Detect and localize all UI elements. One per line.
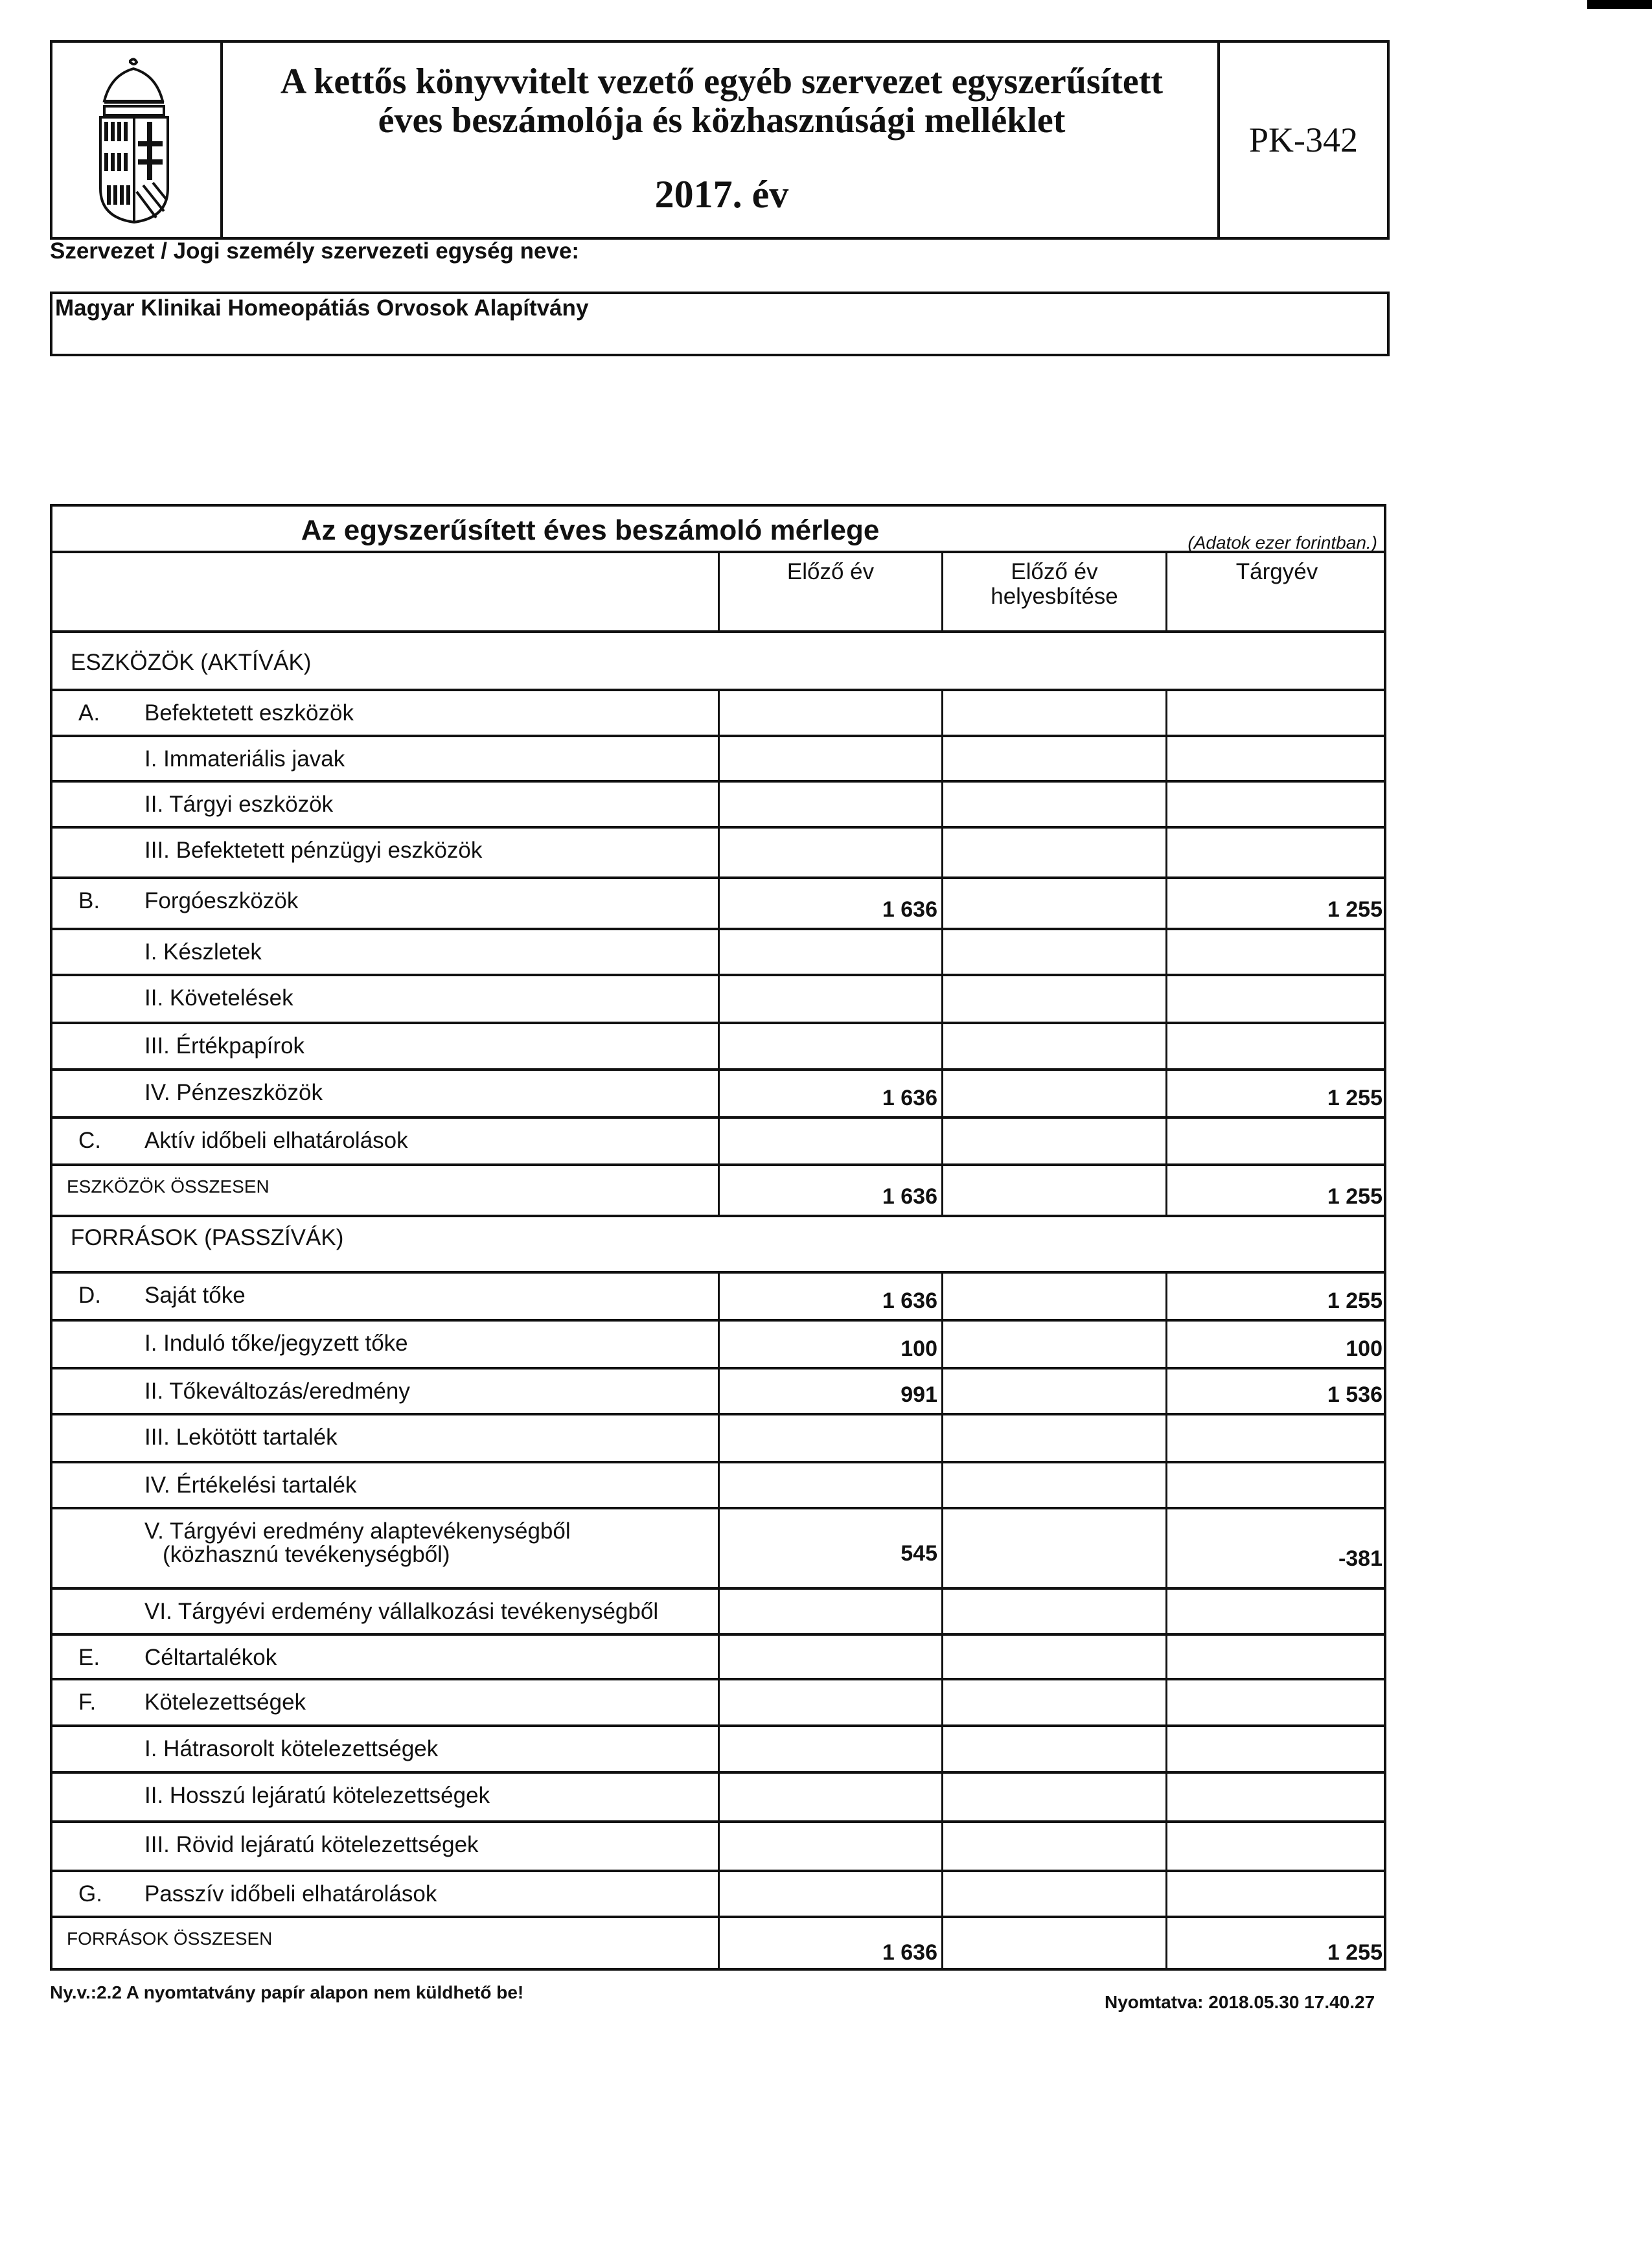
cell-prev-year-correction <box>941 1590 1165 1633</box>
table-row <box>52 1590 1384 1636</box>
table-row <box>52 1636 1384 1680</box>
cell-prev-year <box>718 1463 941 1507</box>
cell-prev-year-correction <box>941 1509 1165 1587</box>
cell-current-year: 1 255 <box>1165 1166 1386 1215</box>
cell-prev-year-correction <box>941 1636 1165 1678</box>
table-row <box>52 1415 1384 1463</box>
row-letter: C. <box>78 1128 101 1153</box>
table-row <box>52 1119 1384 1166</box>
cell-current-year: 1 255 <box>1165 879 1386 928</box>
liabilities-heading: FORRÁSOK (PASSZÍVÁK) <box>71 1225 344 1250</box>
column-header-prev-year-correction: Előző év helyesbítése <box>941 553 1165 630</box>
row-letter: A. <box>78 700 100 726</box>
hungarian-coat-of-arms-icon <box>91 56 179 224</box>
row-label: ESZKÖZÖK ÖSSZESEN <box>67 1176 270 1197</box>
cell-current-year <box>1165 1680 1386 1724</box>
table-row <box>52 737 1384 783</box>
table-title-row <box>52 507 1384 553</box>
row-label: Befektetett eszközök <box>144 700 354 726</box>
cell-prev-year <box>718 1823 941 1870</box>
cell-prev-year-correction <box>941 1463 1165 1507</box>
column-header-row <box>52 553 1384 633</box>
cell-prev-year <box>718 1415 941 1461</box>
table-row <box>52 1680 1384 1727</box>
cell-current-year <box>1165 1415 1386 1461</box>
cell-prev-year-correction <box>941 1415 1165 1461</box>
cell-prev-year <box>718 691 941 735</box>
form-title-line-1: A kettős könyvvitelt vezető egyéb szervezet egyszerűsített <box>280 62 1164 102</box>
scan-corner-mark <box>1587 0 1652 9</box>
row-label: II. Tárgyi eszközök <box>144 792 334 817</box>
row-label: VI. Tárgyévi erdemény vállalkozási tevékenységből <box>144 1599 659 1624</box>
table-row <box>52 783 1384 829</box>
cell-current-year: 1 536 <box>1165 1369 1386 1413</box>
table-row <box>52 829 1384 879</box>
cell-prev-year-correction <box>941 691 1165 735</box>
cell-prev-year <box>718 1774 941 1820</box>
cell-prev-year-correction <box>941 1322 1165 1367</box>
cell-current-year: -381 <box>1165 1509 1386 1587</box>
cell-prev-year: 991 <box>718 1369 941 1413</box>
row-label: Passzív időbeli elhatárolások <box>144 1881 437 1907</box>
column-header-prev-year: Előző év <box>718 553 941 630</box>
assets-total-row <box>52 1166 1384 1217</box>
cell-prev-year-correction <box>941 1918 1165 1971</box>
cell-current-year <box>1165 930 1386 974</box>
cell-current-year <box>1165 691 1386 735</box>
cell-prev-year-correction <box>941 976 1165 1022</box>
cell-current-year <box>1165 1590 1386 1633</box>
cell-prev-year: 1 636 <box>718 1274 941 1319</box>
cell-prev-year-correction <box>941 783 1165 826</box>
row-label: Saját tőke <box>144 1283 246 1308</box>
form-code-cell <box>1217 43 1387 237</box>
assets-heading-row <box>52 633 1384 691</box>
table-row <box>52 1774 1384 1823</box>
organization-name-field <box>50 292 1390 356</box>
row-label: IV. Pénzeszközök <box>144 1080 323 1105</box>
cell-current-year <box>1165 1024 1386 1068</box>
row-label: II. Tőkeváltozás/eredmény <box>144 1379 410 1404</box>
cell-prev-year: 100 <box>718 1322 941 1367</box>
table-row <box>52 1369 1384 1415</box>
table-row <box>52 1322 1384 1369</box>
organization-label: Szervezet / Jogi személy szervezeti egység neve: <box>50 238 580 264</box>
table-row <box>52 1274 1384 1322</box>
row-label: I. Immateriális javak <box>144 746 345 772</box>
cell-prev-year-correction <box>941 1166 1165 1215</box>
cell-current-year <box>1165 1636 1386 1678</box>
table-row <box>52 1071 1384 1119</box>
printed-timestamp: Nyomtatva: 2018.05.30 17.40.27 <box>1105 1992 1375 2012</box>
row-label: Aktív időbeli elhatárolások <box>144 1128 408 1153</box>
row-letter: E. <box>78 1645 100 1670</box>
table-row <box>52 691 1384 737</box>
cell-prev-year <box>718 1024 941 1068</box>
cell-current-year <box>1165 1774 1386 1820</box>
column-header-current-year: Tárgyév <box>1165 553 1386 630</box>
table-row <box>52 879 1384 930</box>
balance-sheet-table <box>50 504 1386 1971</box>
cell-current-year <box>1165 737 1386 780</box>
cell-prev-year <box>718 783 941 826</box>
liabilities-heading-row <box>52 1217 1384 1274</box>
table-row <box>52 1727 1384 1774</box>
cell-prev-year-correction <box>941 1369 1165 1413</box>
cell-current-year <box>1165 1119 1386 1163</box>
table-row <box>52 1024 1384 1071</box>
row-letter: G. <box>78 1881 102 1907</box>
table-title: Az egyszerűsített éves beszámoló mérlege <box>301 514 880 546</box>
row-label: Céltartalékok <box>144 1645 277 1670</box>
row-letter: B. <box>78 888 100 913</box>
cell-current-year <box>1165 1727 1386 1771</box>
cell-prev-year-correction <box>941 879 1165 928</box>
logo-cell <box>52 43 223 237</box>
cell-current-year: 100 <box>1165 1322 1386 1367</box>
row-label: Forgóeszközök <box>144 888 299 913</box>
cell-prev-year-correction <box>941 1727 1165 1771</box>
cell-prev-year-correction <box>941 1823 1165 1870</box>
row-label: Kötelezettségek <box>144 1690 306 1715</box>
row-label: III. Lekötött tartalék <box>144 1425 338 1450</box>
cell-prev-year <box>718 1872 941 1916</box>
cell-prev-year-correction <box>941 829 1165 876</box>
row-label: I. Hátrasorolt kötelezettségek <box>144 1736 439 1761</box>
row-letter: D. <box>78 1283 101 1308</box>
row-label: II. Követelések <box>144 985 293 1011</box>
row-label: III. Rövid lejáratú kötelezettségek <box>144 1832 479 1857</box>
row-letter: F. <box>78 1690 97 1715</box>
cell-current-year <box>1165 1872 1386 1916</box>
table-row <box>52 930 1384 976</box>
cell-prev-year: 1 636 <box>718 879 941 928</box>
cell-current-year: 1 255 <box>1165 1071 1386 1116</box>
paper-submission-notice: Ny.v.:2.2 A nyomtatvány papír alapon nem küldhető be! <box>50 1982 524 2002</box>
row-label: IV. Értékelési tartalék <box>144 1472 357 1498</box>
cell-prev-year: 1 636 <box>718 1918 941 1971</box>
form-header <box>50 40 1390 240</box>
cell-prev-year: 1 636 <box>718 1166 941 1215</box>
cell-current-year <box>1165 1823 1386 1870</box>
unit-note: (Adatok ezer forintban.) <box>1187 533 1377 553</box>
table-row <box>52 976 1384 1024</box>
cell-prev-year: 1 636 <box>718 1071 941 1116</box>
cell-prev-year <box>718 1590 941 1633</box>
cell-prev-year-correction <box>941 930 1165 974</box>
cell-current-year <box>1165 783 1386 826</box>
cell-prev-year <box>718 829 941 876</box>
cell-prev-year-correction <box>941 1872 1165 1916</box>
cell-prev-year-correction <box>941 1680 1165 1724</box>
table-row <box>52 1509 1384 1590</box>
row-label: II. Hosszú lejáratú kötelezettségek <box>144 1783 490 1808</box>
form-code: PK-342 <box>1248 120 1358 159</box>
cell-prev-year-correction <box>941 1071 1165 1116</box>
cell-current-year: 1 255 <box>1165 1918 1386 1971</box>
cell-prev-year <box>718 1119 941 1163</box>
cell-current-year: 1 255 <box>1165 1274 1386 1319</box>
row-label: III. Befektetett pénzügyi eszközök <box>144 838 483 863</box>
cell-prev-year <box>718 1636 941 1678</box>
table-row <box>52 1872 1384 1918</box>
row-label: FORRÁSOK ÖSSZESEN <box>67 1929 273 1949</box>
cell-prev-year <box>718 737 941 780</box>
cell-prev-year <box>718 1680 941 1724</box>
form-title <box>223 62 1221 140</box>
cell-prev-year <box>718 1727 941 1771</box>
cell-prev-year: 545 <box>718 1509 941 1587</box>
table-row <box>52 1823 1384 1872</box>
cell-prev-year-correction <box>941 1774 1165 1820</box>
cell-prev-year <box>718 930 941 974</box>
cell-prev-year-correction <box>941 1274 1165 1319</box>
row-label: III. Értékpapírok <box>144 1033 305 1059</box>
cell-prev-year-correction <box>941 1024 1165 1068</box>
cell-prev-year-correction <box>941 737 1165 780</box>
cell-prev-year-correction <box>941 1119 1165 1163</box>
form-year: 2017. év <box>654 173 789 216</box>
cell-prev-year <box>718 976 941 1022</box>
assets-heading: ESZKÖZÖK (AKTÍVÁK) <box>71 650 312 675</box>
cell-current-year <box>1165 1463 1386 1507</box>
liabilities-total-row <box>52 1918 1384 1971</box>
row-label: V. Tárgyévi eredmény alaptevékenységből (közhasznú tevékenységből) <box>144 1518 571 1567</box>
form-title-line-2: éves beszámolója és közhasznúsági melléklet <box>378 100 1066 141</box>
row-label: I. Induló tőke/jegyzett tőke <box>144 1331 408 1356</box>
cell-current-year <box>1165 829 1386 876</box>
row-label: I. Készletek <box>144 939 262 965</box>
cell-current-year <box>1165 976 1386 1022</box>
organization-name: Magyar Klinikai Homeopátiás Orvosok Alapítvány <box>55 295 589 321</box>
table-row <box>52 1463 1384 1509</box>
